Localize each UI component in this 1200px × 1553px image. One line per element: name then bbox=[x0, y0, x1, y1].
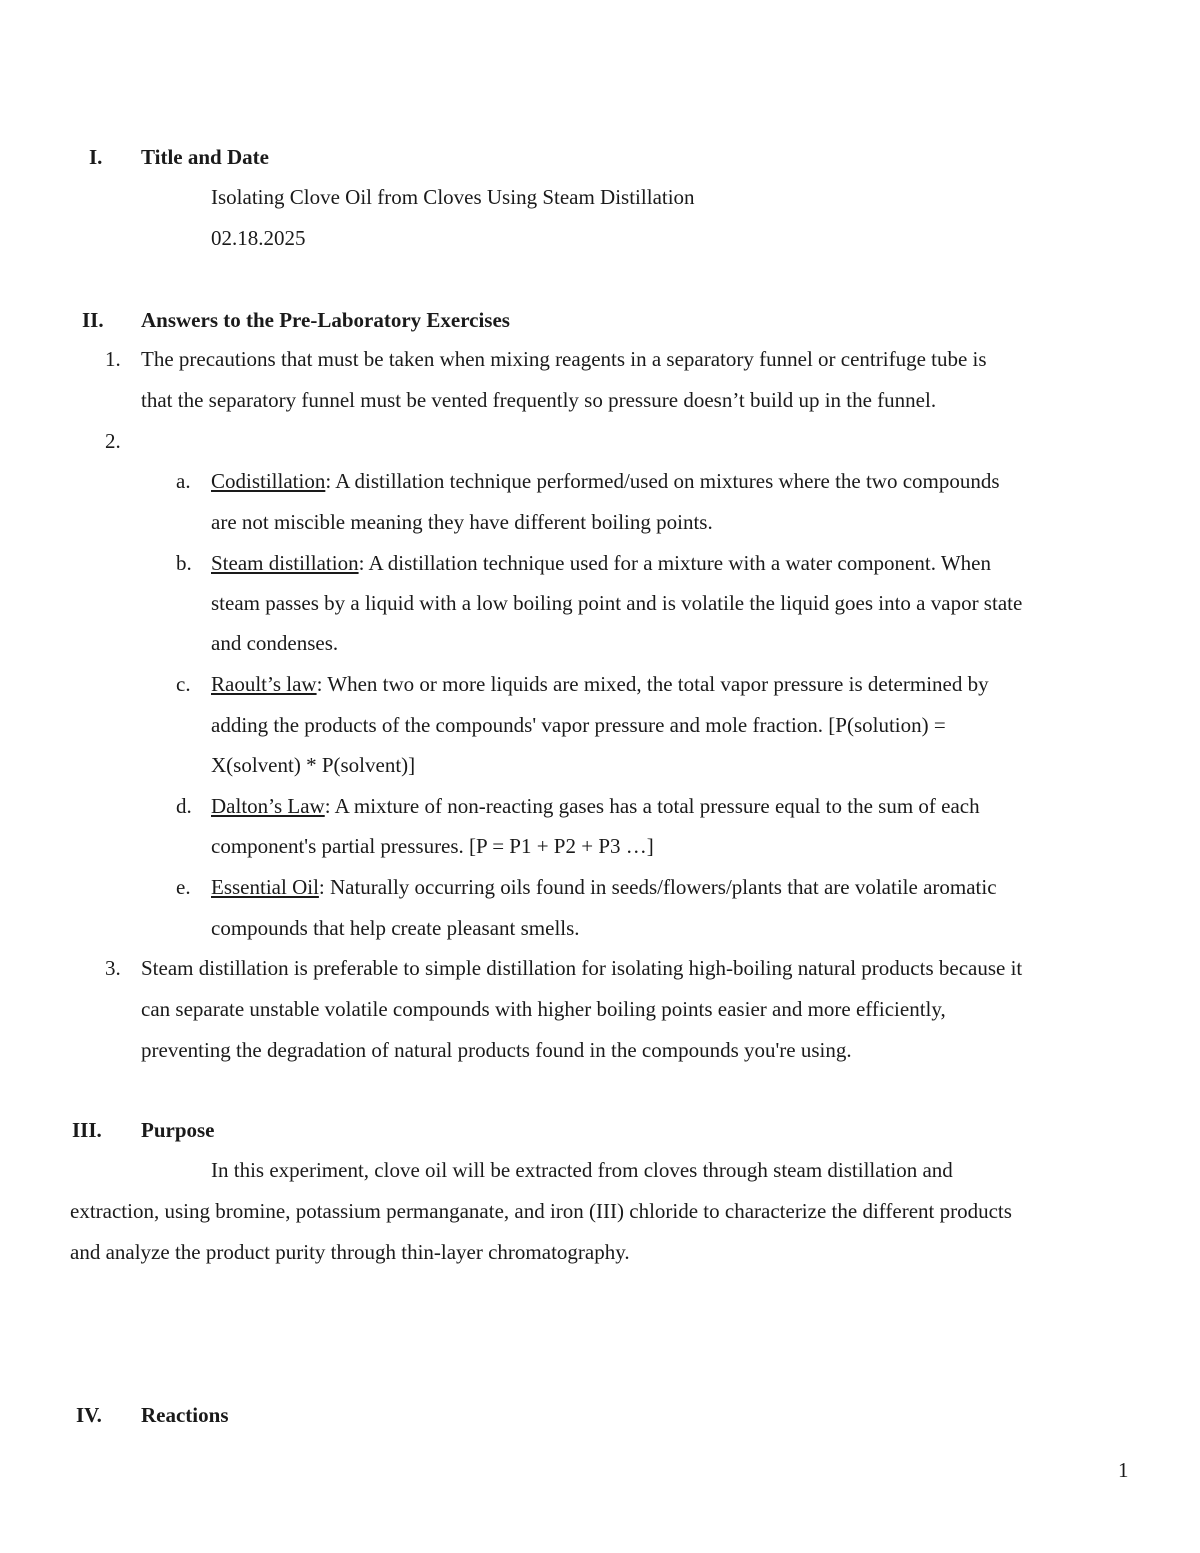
definition-line bbox=[211, 551, 991, 576]
question-number: 1. bbox=[105, 347, 121, 371]
section-heading: Title and Date bbox=[141, 145, 269, 169]
definition-term: Dalton’s Law bbox=[211, 794, 325, 818]
definition-term: Essential Oil bbox=[211, 875, 319, 899]
definition-line: steam passes by a liquid with a low boiling point and is volatile the liquid goes into a vapor state bbox=[211, 591, 1023, 615]
section-numeral: II. bbox=[82, 308, 104, 332]
section-numeral: III. bbox=[72, 1118, 102, 1142]
purpose-line: and analyze the product purity through thin-layer chromatography. bbox=[70, 1240, 630, 1264]
question-number: 3. bbox=[105, 956, 121, 980]
list-letter: e. bbox=[176, 875, 191, 899]
definition-line: are not miscible meaning they have different boiling points. bbox=[211, 510, 713, 534]
question-number: 2. bbox=[105, 429, 121, 453]
answer-line: The precautions that must be taken when mixing reagents in a separatory funnel or centrifuge tube is bbox=[141, 347, 987, 371]
definition-line: and condenses. bbox=[211, 631, 339, 655]
definition-term: Steam distillation bbox=[211, 551, 359, 575]
answer-line: preventing the degradation of natural products found in the compounds you're using. bbox=[141, 1038, 852, 1062]
list-letter: c. bbox=[176, 672, 191, 696]
definition-line bbox=[211, 794, 980, 819]
definition-line bbox=[211, 875, 997, 900]
page-number: 1 bbox=[1118, 1458, 1129, 1482]
section-heading: Purpose bbox=[141, 1118, 215, 1142]
answer-line: that the separatory funnel must be vented frequently so pressure doesn’t build up in the funnel. bbox=[141, 388, 937, 412]
definition-line bbox=[211, 469, 1000, 494]
list-letter: d. bbox=[176, 794, 192, 818]
definition-line: component's partial pressures. [P = P1 + P2 + P3 …] bbox=[211, 834, 654, 858]
section-heading: Reactions bbox=[141, 1403, 229, 1427]
definition-term: Codistillation bbox=[211, 469, 326, 493]
answer-line: can separate unstable volatile compounds with higher boiling points easier and more efficiently, bbox=[141, 997, 946, 1021]
purpose-line: In this experiment, clove oil will be extracted from cloves through steam distillation and bbox=[211, 1158, 953, 1182]
document-date: 02.18.2025 bbox=[211, 226, 306, 250]
list-letter: a. bbox=[176, 469, 191, 493]
definition-text: : When two or more liquids are mixed, the total vapor pressure is determined by bbox=[316, 672, 989, 696]
purpose-line: extraction, using bromine, potassium permanganate, and iron (III) chloride to characterize the different products bbox=[70, 1199, 1012, 1223]
list-letter: b. bbox=[176, 551, 192, 575]
section-numeral: I. bbox=[89, 145, 103, 169]
definition-term: Raoult’s law bbox=[211, 672, 317, 696]
document-title: Isolating Clove Oil from Cloves Using Steam Distillation bbox=[211, 185, 695, 209]
definition-text: : A mixture of non-reacting gases has a total pressure equal to the sum of each bbox=[324, 794, 980, 818]
definition-text: : Naturally occurring oils found in seeds/flowers/plants that are volatile aromatic bbox=[318, 875, 997, 899]
definition-line: adding the products of the compounds' vapor pressure and mole fraction. [P(solution) = bbox=[211, 713, 946, 737]
section-numeral: IV. bbox=[76, 1403, 102, 1427]
definition-line bbox=[211, 672, 989, 697]
definition-text: : A distillation technique performed/used on mixtures where the two compounds bbox=[325, 469, 1000, 493]
answer-line: Steam distillation is preferable to simple distillation for isolating high-boiling natural products because it bbox=[141, 956, 1023, 980]
section-heading: Answers to the Pre-Laboratory Exercises bbox=[141, 308, 510, 332]
definition-line: X(solvent) * P(solvent)] bbox=[211, 753, 416, 777]
definition-text: : A distillation technique used for a mixture with a water component. When bbox=[358, 551, 991, 575]
definition-line: compounds that help create pleasant smells. bbox=[211, 916, 580, 940]
